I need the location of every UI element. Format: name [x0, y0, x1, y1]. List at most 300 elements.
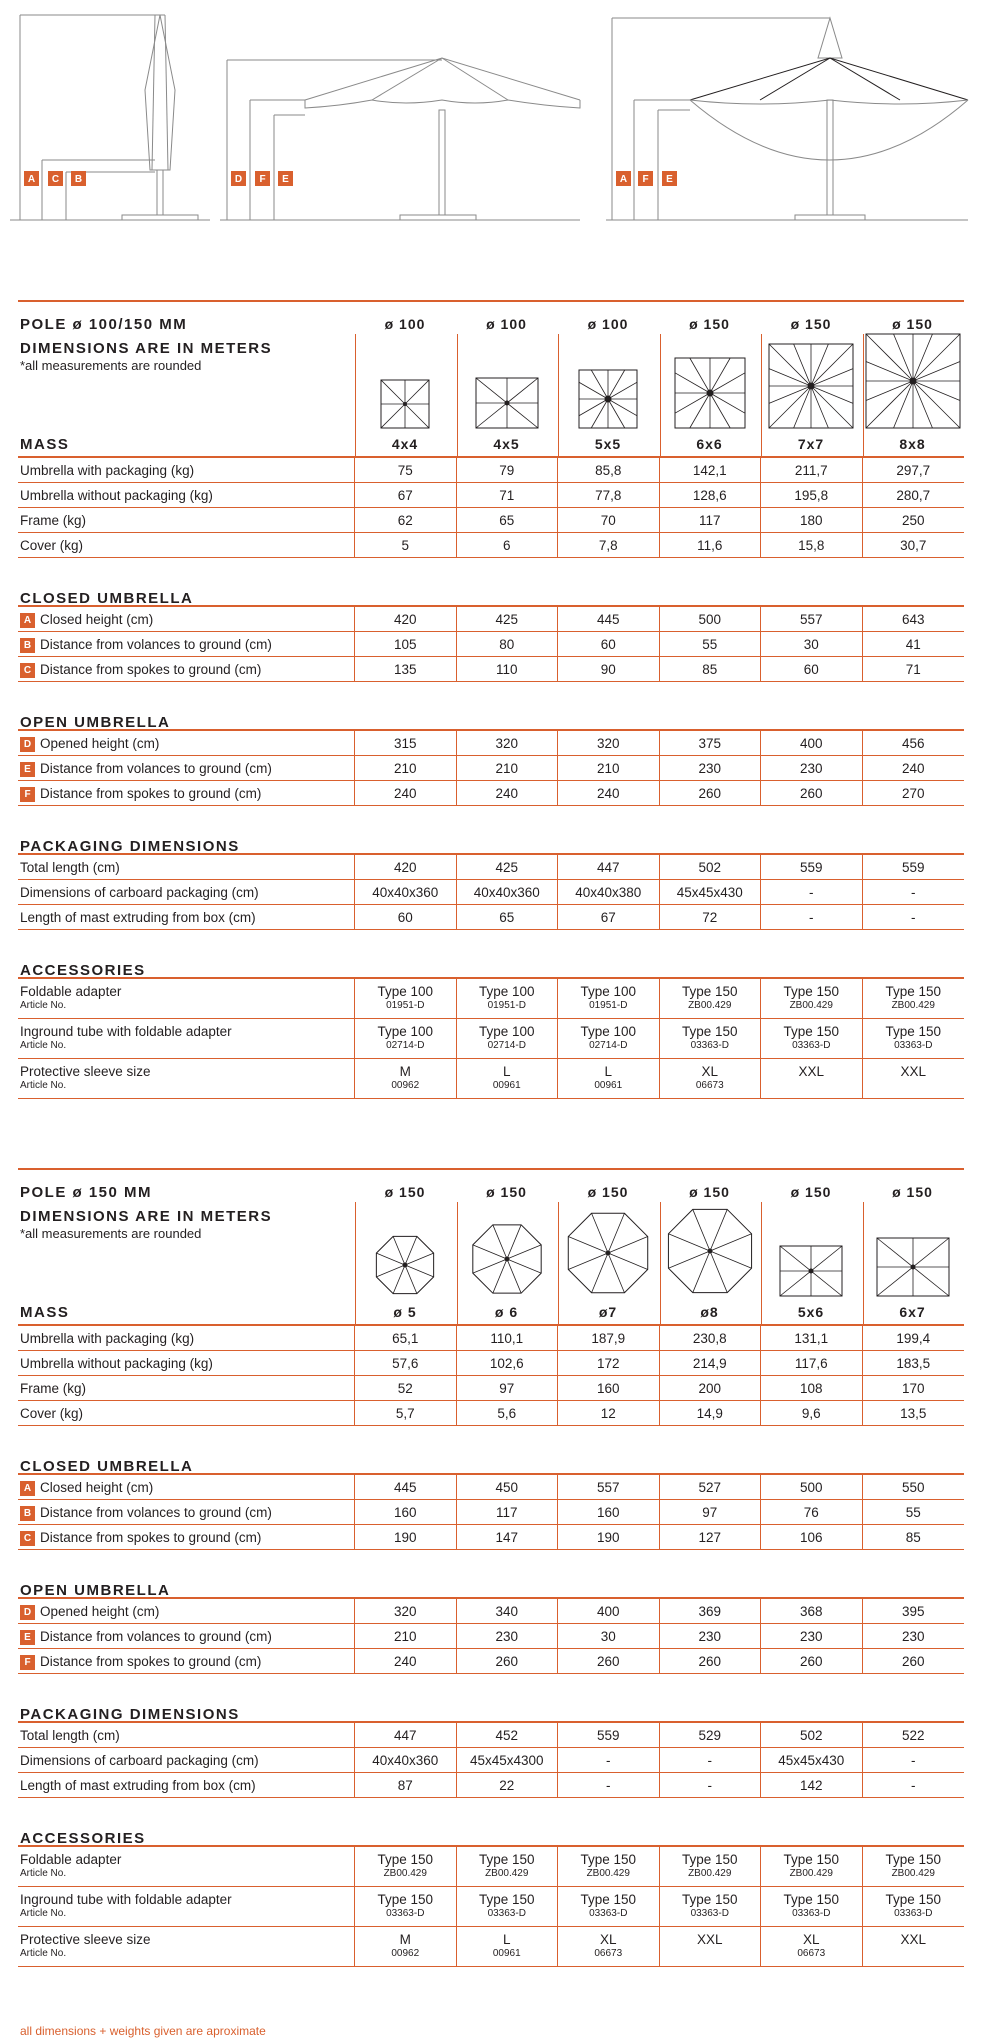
pole-diameter: ø 100 [587, 316, 629, 332]
table-cell: 13,5 [900, 1406, 927, 1421]
table-cell: 340 [457, 1599, 559, 1623]
table-cell: 425 [457, 855, 559, 879]
size-label: 7x7 [797, 436, 825, 452]
table-cell: 160 [355, 1500, 457, 1524]
table-cell: 160 [558, 1376, 660, 1400]
table-cell: 230 [660, 1624, 762, 1648]
size-column [355, 1202, 455, 1324]
table-cell: 40x40x360 [457, 880, 559, 904]
row-label-text: Closed height (cm) [40, 612, 154, 627]
size-column [863, 1202, 963, 1324]
table-cell: 445 [558, 607, 660, 631]
article-number: ZB00.429 [688, 1868, 732, 1879]
pole-diameter: ø 150 [689, 1184, 730, 1200]
table-cell: 559 [901, 860, 925, 875]
size-column [660, 1202, 760, 1324]
table-cell: 142 [761, 1773, 863, 1797]
dimension-badge: D [20, 737, 35, 752]
table-cell: 445 [355, 1475, 457, 1499]
closed-label-a [24, 171, 39, 186]
pole-diameter: ø 150 [892, 1184, 933, 1200]
table-cell: 55 [660, 632, 762, 656]
inverted-label-e [662, 171, 677, 186]
umbrella-shape-icon [863, 1236, 963, 1298]
table-cell: 30 [558, 1624, 660, 1648]
table-cell: 452 [457, 1723, 559, 1747]
accessory-type: Type 100 [377, 984, 434, 999]
table-cell: 260 [660, 781, 762, 805]
dimension-badge: F [20, 787, 35, 802]
row-label-text: Distance from spokes to ground (cm) [40, 786, 262, 801]
dimensions-title: DIMENSIONS ARE IN METERS [20, 340, 273, 357]
row-label-text: Umbrella without packaging (kg) [20, 1356, 213, 1371]
table-cell [761, 979, 863, 1018]
table-cell: 502 [761, 1723, 863, 1747]
table-cell: 110,1 [457, 1326, 559, 1350]
accessory-type: Type 100 [377, 1024, 434, 1039]
size-label: ø7 [598, 1304, 618, 1320]
umbrella-shape-icon [355, 1232, 455, 1298]
size-column [558, 334, 658, 456]
dimensions-block [18, 1202, 964, 1326]
table-cell [761, 1019, 863, 1058]
pole-header [18, 1168, 964, 1202]
mass-title: MASS [20, 1304, 70, 1321]
pole-diameter: ø 150 [384, 1184, 426, 1200]
row-sublabel: Article No. [20, 1040, 67, 1051]
row-label [18, 1927, 355, 1966]
accessory-type: Type 100 [580, 984, 637, 999]
table-cell [761, 1887, 863, 1926]
table-cell: 80 [457, 632, 559, 656]
dimension-badge: A [20, 1481, 35, 1496]
table-cell: 240 [558, 781, 660, 805]
table-cell: 117 [457, 1500, 559, 1524]
row-sublabel: Article No. [20, 1908, 67, 1919]
table-cell: 67 [558, 905, 660, 929]
table-row [18, 632, 964, 657]
row-label-text: Opened height (cm) [40, 736, 160, 751]
accessory-type: Type 150 [783, 1892, 840, 1907]
umbrella-diagrams [0, 0, 981, 260]
table-cell: 6 [457, 533, 559, 557]
row-label [18, 1599, 355, 1623]
row-label [18, 1500, 355, 1524]
table-row [18, 1351, 964, 1376]
table-cell: 240 [457, 781, 559, 805]
table-cell [558, 979, 660, 1018]
table-cell: 5,6 [457, 1401, 559, 1425]
table-cell: 230 [761, 1624, 863, 1648]
table-cell: 420 [355, 607, 457, 631]
row-label [18, 632, 355, 656]
size-label: ø8 [700, 1304, 719, 1320]
table-cell: 77,8 [558, 483, 660, 507]
article-number: 00961 [492, 1080, 521, 1091]
table-cell: - [911, 910, 916, 925]
accessory-type: Type 100 [478, 984, 535, 999]
table-row [18, 756, 964, 781]
table-cell: 195,8 [761, 483, 863, 507]
table-cell: 117,6 [761, 1351, 863, 1375]
row-label-text: Frame (kg) [20, 513, 87, 528]
table-cell [660, 1847, 762, 1886]
accessory-type: Type 150 [377, 1892, 434, 1907]
accessory-type: Type 150 [885, 1892, 942, 1907]
article-number: 03363-D [894, 1040, 933, 1051]
row-label [18, 756, 355, 780]
svg-text:E: E [282, 174, 289, 185]
row-label-text: Total length (cm) [20, 1728, 120, 1743]
table-cell: 420 [355, 855, 457, 879]
group-title: PACKAGING DIMENSIONS [18, 1698, 964, 1723]
open-umbrella-diagram [220, 58, 580, 220]
spec-section-pole-100-150 [18, 300, 964, 1099]
row-label-text: Umbrella with packaging (kg) [20, 1331, 195, 1346]
row-label-text: Foldable adapter [20, 1852, 122, 1867]
table-cell: 30 [761, 632, 863, 656]
size-label: 4x4 [391, 436, 419, 452]
row-label-text: Foldable adapter [20, 984, 122, 999]
row-label [18, 483, 355, 507]
size-column [457, 1202, 557, 1324]
table-cell: 230 [761, 756, 863, 780]
table-cell: 214,9 [660, 1351, 762, 1375]
accessory-type: XL [802, 1932, 820, 1947]
table-cell: 55 [905, 1505, 921, 1520]
pole-title: POLE ø 150 MM [20, 1184, 153, 1201]
size-label: 8x8 [899, 436, 926, 452]
table-cell: 250 [901, 513, 925, 528]
table-cell: 85,8 [558, 458, 660, 482]
accessory-type: M [399, 1064, 411, 1079]
article-number: 06673 [594, 1948, 623, 1959]
table-row [18, 1723, 964, 1748]
article-number: 00962 [391, 1080, 420, 1091]
table-cell: 65 [457, 508, 559, 532]
table-cell: 105 [355, 632, 457, 656]
table-cell [660, 1887, 762, 1926]
pole-title: POLE ø 100/150 MM [20, 316, 188, 333]
table-cell [558, 1887, 660, 1926]
table-cell: 559 [761, 855, 863, 879]
svg-text:C: C [51, 174, 60, 185]
accessory-type: Type 150 [377, 1852, 434, 1867]
size-column [863, 334, 963, 456]
pole-diameter: ø 100 [384, 316, 426, 332]
table-row [18, 533, 964, 558]
accessory-type: XL [701, 1064, 718, 1079]
open-label-d [231, 171, 246, 186]
size-column [355, 334, 455, 456]
table-cell [457, 1887, 559, 1926]
table-cell: 30,7 [900, 538, 927, 553]
row-label [18, 905, 355, 929]
svg-text:F: F [259, 174, 266, 185]
table-cell: 529 [660, 1723, 762, 1747]
table-cell: 557 [761, 607, 863, 631]
row-label-text: Length of mast extruding from box (cm) [20, 1778, 256, 1793]
table-cell: 22 [457, 1773, 559, 1797]
closed-label-b [71, 171, 86, 186]
article-number: 02714-D [487, 1040, 526, 1051]
row-label-text: Distance from spokes to ground (cm) [40, 1530, 262, 1545]
row-label-text: Protective sleeve size [20, 1064, 151, 1079]
dimension-badge: C [20, 1531, 35, 1546]
table-cell: 557 [558, 1475, 660, 1499]
table-row [18, 1624, 964, 1649]
table-cell: 240 [355, 781, 457, 805]
table-row [18, 731, 964, 756]
table-cell: 502 [660, 855, 762, 879]
accessory-type: Type 150 [783, 984, 840, 999]
table-cell: 369 [660, 1599, 762, 1623]
row-label [18, 1401, 355, 1425]
table-cell: 106 [761, 1525, 863, 1549]
table-cell [761, 1059, 863, 1098]
table-cell: - [660, 1773, 762, 1797]
article-number: 00961 [492, 1948, 521, 1959]
table-cell [457, 1019, 559, 1058]
row-label [18, 1326, 355, 1350]
group-title: CLOSED UMBRELLA [18, 582, 964, 607]
table-cell: 260 [660, 1649, 762, 1673]
table-cell: 500 [761, 1475, 863, 1499]
table-cell: 15,8 [761, 533, 863, 557]
size-column [761, 1202, 861, 1324]
table-cell [558, 1019, 660, 1058]
table-row [18, 1059, 964, 1099]
group-title: OPEN UMBRELLA [18, 706, 964, 731]
dimension-badge: F [20, 1655, 35, 1670]
dimensions-note: *all measurements are rounded [20, 358, 202, 373]
open-inverted-umbrella-diagram [606, 18, 968, 220]
article-number: 03363-D [690, 1908, 729, 1919]
table-row [18, 905, 964, 930]
table-row [18, 781, 964, 806]
accessory-type: Type 150 [681, 984, 738, 999]
table-cell: 76 [761, 1500, 863, 1524]
table-row [18, 1475, 964, 1500]
size-label: ø 6 [494, 1304, 519, 1320]
row-label-text: Inground tube with foldable adapter [20, 1024, 232, 1039]
row-label [18, 508, 355, 532]
footnote: all dimensions + weights given are aproximate [20, 2024, 266, 2038]
accessory-type: Type 150 [681, 1852, 738, 1867]
closed-umbrella-diagram [10, 15, 210, 220]
umbrella-shape-icon [457, 1220, 557, 1298]
row-label [18, 1748, 355, 1772]
table-cell [660, 979, 762, 1018]
table-cell: 230 [660, 756, 762, 780]
row-label [18, 979, 355, 1018]
table-cell: 52 [355, 1376, 457, 1400]
table-cell: 559 [558, 1723, 660, 1747]
open-label-f [255, 171, 270, 186]
size-column [761, 334, 861, 456]
closed-label-c [48, 171, 63, 186]
accessory-type: XXL [900, 1932, 927, 1947]
table-cell: - [911, 1753, 916, 1768]
table-cell [761, 1847, 863, 1886]
table-cell [558, 1927, 660, 1966]
svg-text:F: F [642, 174, 649, 185]
table-cell: 45x45x430 [761, 1748, 863, 1772]
table-row [18, 1019, 964, 1059]
row-label [18, 1649, 355, 1673]
table-row [18, 508, 964, 533]
table-row [18, 1500, 964, 1525]
row-label-text: Closed height (cm) [40, 1480, 154, 1495]
table-cell: 45x45x430 [660, 880, 762, 904]
table-cell: 9,6 [761, 1401, 863, 1425]
svg-text:A: A [619, 174, 628, 185]
table-cell: 211,7 [761, 458, 863, 482]
table-cell: 260 [761, 1649, 863, 1673]
size-label: 4x5 [493, 436, 520, 452]
row-label [18, 1525, 355, 1549]
table-cell [863, 1927, 965, 1966]
table-row [18, 483, 964, 508]
row-label [18, 1773, 355, 1797]
pole-diameter: ø 150 [689, 316, 730, 332]
article-number: 03363-D [487, 1908, 526, 1919]
table-cell [863, 1887, 965, 1926]
table-cell: 190 [355, 1525, 457, 1549]
dimension-badge: C [20, 663, 35, 678]
table-cell: - [911, 885, 916, 900]
article-number: 03363-D [386, 1908, 425, 1919]
article-number: 03363-D [894, 1908, 933, 1919]
table-cell [457, 1059, 559, 1098]
row-label [18, 1887, 355, 1926]
article-number: ZB00.429 [891, 1868, 935, 1879]
table-row [18, 1927, 964, 1967]
table-cell: 40x40x360 [355, 880, 457, 904]
accessory-type: XXL [900, 1064, 927, 1079]
table-cell: 5 [355, 533, 457, 557]
table-cell [558, 1847, 660, 1886]
umbrella-shape-icon [355, 378, 455, 430]
article-number: 01951-D [386, 1000, 425, 1011]
dimensions-block [18, 334, 964, 458]
dimension-badge: D [20, 1605, 35, 1620]
table-cell: 85 [660, 657, 762, 681]
table-cell: 240 [355, 1649, 457, 1673]
pole-diameter: ø 150 [892, 316, 933, 332]
row-label-text: Distance from volances to ground (cm) [40, 761, 272, 776]
pole-diameter: ø 150 [486, 1184, 527, 1200]
row-label-text: Distance from volances to ground (cm) [40, 1505, 272, 1520]
table-cell: 117 [660, 508, 762, 532]
table-cell: 180 [761, 508, 863, 532]
article-number: ZB00.429 [383, 1868, 427, 1879]
row-sublabel: Article No. [20, 1080, 67, 1091]
article-number: 02714-D [589, 1040, 628, 1051]
umbrella-shape-icon [863, 332, 963, 430]
row-label [18, 533, 355, 557]
row-label [18, 1847, 355, 1886]
table-cell: - [558, 1748, 660, 1772]
table-cell: 97 [457, 1376, 559, 1400]
table-row [18, 1649, 964, 1674]
article-number: ZB00.429 [688, 1000, 732, 1011]
table-cell: 315 [355, 731, 457, 755]
row-label-text: Opened height (cm) [40, 1604, 160, 1619]
table-cell: 210 [355, 1624, 457, 1648]
table-cell: 320 [558, 731, 660, 755]
row-label-text: Distance from volances to ground (cm) [40, 1629, 272, 1644]
table-cell: 320 [355, 1599, 457, 1623]
svg-text:E: E [666, 174, 673, 185]
row-label-text: Cover (kg) [20, 538, 84, 553]
table-row [18, 1887, 964, 1927]
row-sublabel: Article No. [20, 1948, 67, 1959]
size-label: 5x6 [797, 1304, 825, 1320]
article-number: ZB00.429 [891, 1000, 935, 1011]
row-label [18, 1376, 355, 1400]
dimensions-note: *all measurements are rounded [20, 1226, 202, 1241]
table-cell: 187,9 [558, 1326, 660, 1350]
table-cell: 110 [457, 657, 559, 681]
row-label [18, 880, 355, 904]
table-cell: 260 [901, 1654, 925, 1669]
table-cell: - [911, 1778, 916, 1793]
table-cell: 90 [558, 657, 660, 681]
row-label [18, 657, 355, 681]
inverted-label-a [616, 171, 631, 186]
article-number: 03363-D [792, 1908, 831, 1919]
table-cell: 108 [761, 1376, 863, 1400]
table-cell: 67 [355, 483, 457, 507]
table-cell: 270 [901, 786, 925, 801]
table-cell: 522 [901, 1728, 925, 1743]
table-cell: 450 [457, 1475, 559, 1499]
table-cell [558, 1059, 660, 1098]
table-cell [863, 1019, 965, 1058]
row-label [18, 781, 355, 805]
table-row [18, 1326, 964, 1351]
table-row [18, 657, 964, 682]
table-cell: 160 [558, 1500, 660, 1524]
accessory-type: L [604, 1064, 612, 1079]
table-cell: 87 [355, 1773, 457, 1797]
dimension-badge: B [20, 638, 35, 653]
row-label [18, 1624, 355, 1648]
table-cell [660, 1019, 762, 1058]
article-number: ZB00.429 [789, 1000, 833, 1011]
table-cell [355, 1887, 457, 1926]
table-cell: 425 [457, 607, 559, 631]
mass-title: MASS [20, 436, 70, 453]
table-cell [863, 1847, 965, 1886]
table-cell: 57,6 [355, 1351, 457, 1375]
table-row [18, 979, 964, 1019]
article-number: 02714-D [386, 1040, 425, 1051]
accessory-type: M [399, 1932, 411, 1947]
table-cell: 14,9 [660, 1401, 762, 1425]
table-cell: 260 [761, 781, 863, 805]
table-cell: 127 [660, 1525, 762, 1549]
table-cell: 12 [558, 1401, 660, 1425]
row-sublabel: Article No. [20, 1000, 67, 1011]
row-label-text: Dimensions of carboard packaging (cm) [20, 885, 259, 900]
svg-text:D: D [234, 174, 243, 185]
accessory-type: Type 100 [478, 1024, 535, 1039]
row-label-text: Frame (kg) [20, 1381, 87, 1396]
row-label-text: Distance from spokes to ground (cm) [40, 662, 262, 677]
table-row [18, 1525, 964, 1550]
